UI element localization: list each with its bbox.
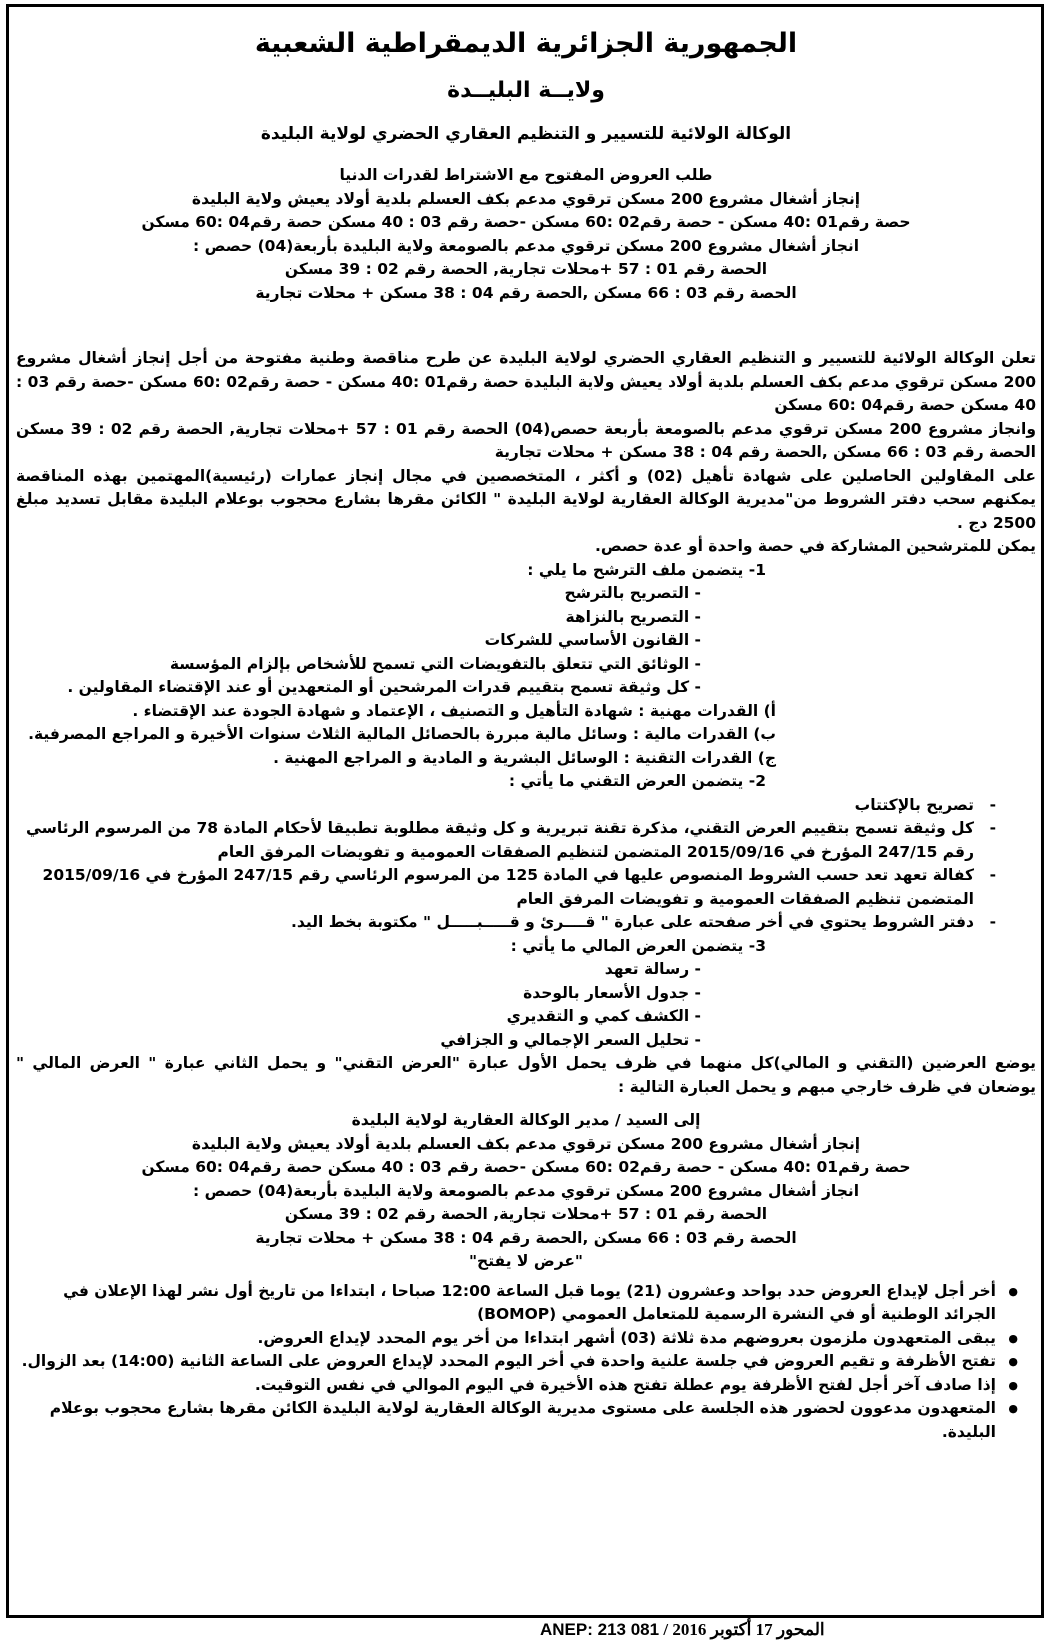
section1-heading: 1- يتضمن ملف الترشح ما يلي : [527,560,766,579]
announcement-paragraph: وانجاز مشروع 200 مسكن ترقوي مدعم بالصومعة بأربعة حصص(04) الحصة رقم 01 : 57 +محلات تجارية, الحصة رقم 02 : 39 مسكن الحصة رقم 03 : 66 مسكن ,الحصة رقم 04 : 38 مسكن + محلات تجارية [16,419,1036,461]
section3-heading: 3- يتضمن العرض المالي ما يأتي : [510,936,766,955]
section2-heading: 2- يتضمن العرض التقني ما يأتي : [508,772,766,790]
publication-footer [540,1620,825,1640]
list-item: ● المتعهدون مدعوون لحضور هذه الجلسة على مستوى مديرية الوكالة العقارية لولاية البليدة الكائن مقرها بشارع محجوب بوعلام البليدة. [16,1397,1018,1444]
tender-line: انجاز أشغال مشروع 200 مسكن ترقوي مدعم بالصومعة ولاية البليدة بأربعة(04) حصص : [192,236,860,255]
publication-date: المحور 17 أكتوبر 2016 [672,1620,825,1639]
technical-offer-list [16,794,1036,935]
submission-paragraph: يوضع العرضين (التقني و المالي)كل منهما في ظرف يحمل الأول عبارة "العرض التقني" و يحمل الثاني عبارة " العرض المالي " يوضعان في ظرف خارجي مبهم و يحمل العبارة التالية : [16,1054,1036,1096]
list-item: - الكشف كمي و التقديري [16,1005,701,1029]
list-item: - الوثائق التي تتعلق بالتفويضات التي تسمح للأشخاص بإلزام المؤسسة [16,653,701,677]
tender-line: الحصة رقم 01 : 57 +محلات تجارية, الحصة رقم 02 : 39 مسكن [284,260,768,278]
agency-title: الوكالة الولائية للتسيير و التنظيم العقاري الحضري لولاية البليدة [260,124,792,144]
list-item: - جدول الأسعار بالوحدة [16,982,701,1006]
list-item: - كفالة تعهد تعد حسب الشروط المنصوص عليها في المادة 125 من المرسوم الرئاسي رقم 247/15 المؤرخ في 2015/09/16 المتضمن تنظيم الصفقات العمومية و تفويضات المرفق العام [16,864,996,911]
anep-reference: ANEP: 213 081 [540,1620,660,1639]
list-item: - كل وثيقة تسمح بتقييم قدرات المرشحين أو المتعهدين أو عند الإقتضاء المقاولين . [16,676,701,700]
envelope-line: حصة رقم01 :40 مسكن - حصة رقم02 :60 مسكن -حصة رقم 03 : 40 مسكن حصة رقم04 :60 مسكن [141,1158,911,1176]
footer-separator: / [663,1620,669,1639]
capacity-item: أ) القدرات مهنية : شهادة التأهيل و التصنيف ، الإعتماد و شهادة الجودة عند الإقتضاء . [132,701,776,720]
envelope-line: الحصة رقم 03 : 66 مسكن ,الحصة رقم 04 : 38 مسكن + محلات تجارية [255,1228,797,1247]
capacity-item: ب) القدرات مالية : وسائل مالية مبررة بالحصائل المالية الثلاث سنوات الأخيرة و المراجع المصرفية. [28,725,776,743]
envelope-line: إنجاز أشغال مشروع 200 مسكن ترقوي مدعم بكف العسلم بلدية أولاد يعيش ولاية البليدة [191,1134,861,1153]
announcement-content [6,8,1044,1444]
do-not-open-notice: "عرض لا يفتح" [468,1252,584,1270]
list-item: - كل وثيقة تسمح بتقييم العرض التقني، مذكرة تقنة تبريرية و كل وثيقة مطلوبة تطبيقا لأحكام المادة 78 من المرسوم الرئاسي رقم 247/15 المؤرخ في 2015/09/16 المتضمن لتنظيم الصفقات العمومية و تفويضات المرفق العام [16,817,996,864]
list-item: - القانون الأساسي للشركات [16,629,701,653]
envelope-line: انجاز أشغال مشروع 200 مسكن ترقوي مدعم بالصومعة ولاية البليدة بأربعة(04) حصص : [192,1181,860,1200]
financial-offer-list [16,958,1036,1052]
capacity-item: ج) القدرات التقنية : الوسائل البشرية و المادية و المراجع المهنية . [273,748,776,767]
republic-title: الجمهورية الجزائرية الديمقراطية الشعبية [254,28,798,59]
list-item: - دفتر الشروط يحتوي في أخر صفحته على عبارة " قــــرئ و قـــــبـــــل " مكتوبة بخط اليد. [16,911,996,935]
list-item: ● يبقى المتعهدون ملزمون بعروضهم مدة ثلاثة (03) أشهر ابتداءا من أخر يوم المحدد لإيداع العروض. [16,1327,1018,1351]
announcement-paragraph: تعلن الوكالة الولائية للتسيير و التنظيم العقاري الحضري لولاية البليدة عن طرح مناقصة وطنية مفتوحة من أجل إنجاز أشغال مشروع 200 مسكن ترقوي مدعم بكف العسلم بلدية أولاد يعيش ولاية البليدة حصة رقم01 :40 مسكن - حصة رقم02 :60 مسكن -حصة رقم 03 : 40 مسكن حصة رقم04 :60 مسكن [16,349,1037,414]
list-item: - رسالة تعهد [16,958,701,982]
tender-line: الحصة رقم 03 : 66 مسكن ,الحصة رقم 04 : 38 مسكن + محلات تجارية [255,283,797,302]
tender-line: حصة رقم01 :40 مسكن - حصة رقم02 :60 مسكن -حصة رقم 03 : 40 مسكن حصة رقم04 :60 مسكن [141,213,911,231]
list-item: ● إذا صادف آخر أجل لفتح الأظرفة يوم عطلة تفتح هذه الأخيرة في اليوم الموالي في نفس التوقيت. [16,1374,1018,1398]
candidacy-file-list [16,582,1036,700]
list-item: - تحليل السعر الإجمالي و الجزافي [16,1029,701,1053]
list-item: - التصريح بالنزاهة [16,606,701,630]
wilaya-title: ولايــة البليــدة [447,78,605,103]
conditions-list [16,1280,1036,1445]
eligibility-paragraph: على المقاولين الحاصلين على شهادة تأهيل (02) و أكثر ، المتخصصين في مجال إنجاز عمارات (رئيسية)المهتمين بهذه المناقصة يمكنهم سحب دفتر الشروط من"مديرية الوكالة العقارية لولاية البليدة " الكائن مقرها بشارع محجوب بوعلام البليدة مقابل تسديد مبلغ 2500 دج . [16,466,1036,532]
envelope-address: إلى السيد / مدير الوكالة العقارية لولاية البليدة [351,1111,701,1129]
list-item: ● تفتح الأظرفة و تقيم العروض في جلسة علنية واحدة في أخر اليوم المحدد لإيداع العروض على الساعة الثانية (14:00) بعد الزوال. [16,1350,1018,1374]
tender-title: طلب العروض المفتوح مع الاشتراط لقدرات الدنيا [339,166,713,184]
list-item: - التصريح بالترشح [16,582,701,606]
list-item: - تصريح بالإكتتاب [16,794,996,818]
tender-line: إنجاز أشغال مشروع 200 مسكن ترقوي مدعم بكف العسلم بلدية أولاد يعيش ولاية البليدة [191,189,861,208]
list-item: ● أخر أجل لإيداع العروض حدد بواحد وعشرون (21) يوما قبل الساعة 12:00 صباحا ، ابتداءا من تاريخ أول نشر لهذا الإعلان في الجرائد الوطنية أو في النشرة الرسمية للمتعامل العمومي (BOMOP) [16,1280,1018,1327]
envelope-line: الحصة رقم 01 : 57 +محلات تجارية, الحصة رقم 02 : 39 مسكن [284,1205,768,1223]
lots-paragraph: يمكن للمترشحين المشاركة في حصة واحدة أو عدة حصص. [594,537,1036,555]
